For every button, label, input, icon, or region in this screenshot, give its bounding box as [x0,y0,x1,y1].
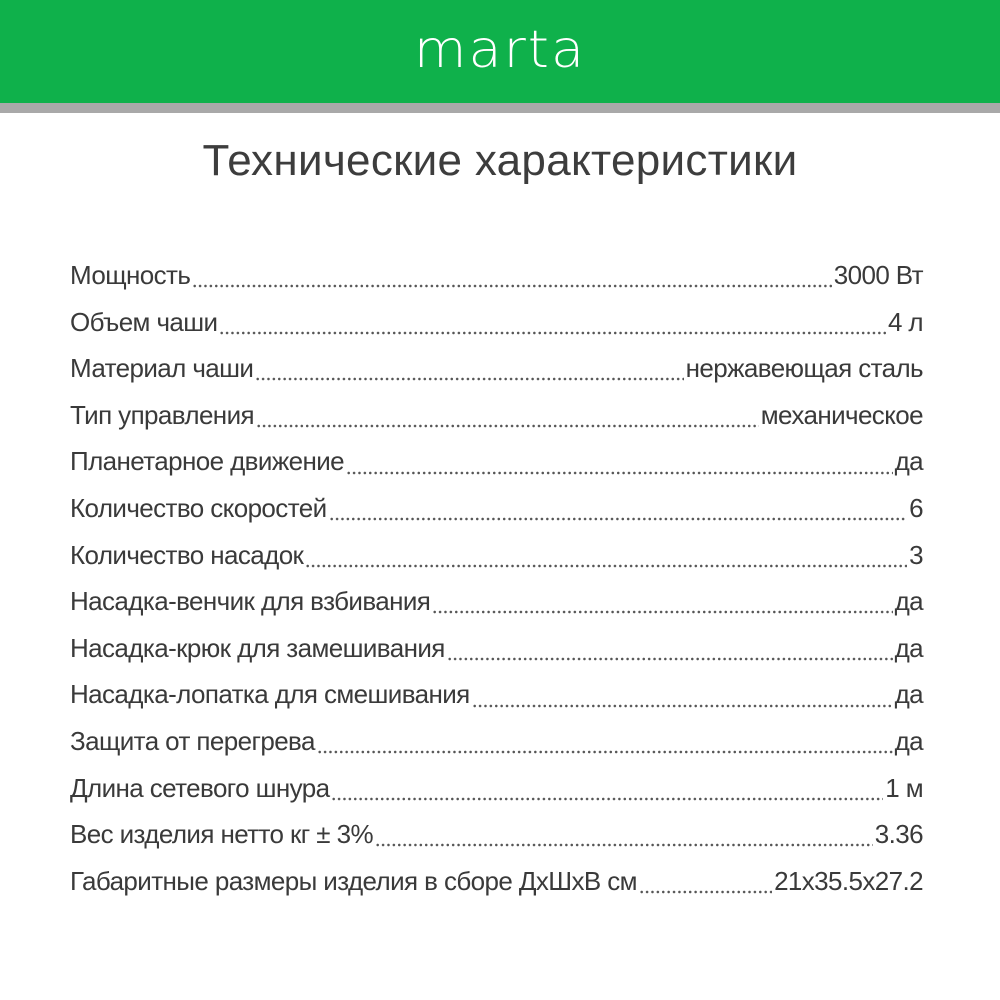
spec-label: Объем чаши [70,306,218,337]
spec-label: Материал чаши [70,353,254,384]
spec-row-bowl-volume [70,299,923,346]
spec-label: Защита от перегрева [70,725,315,756]
spec-value: 6 [909,492,923,523]
spec-row-net-weight [70,811,923,858]
spec-label: Насадка-венчик для взбивания [70,586,431,617]
spec-row-hook-attachment [70,625,923,672]
spec-row-dimensions [70,858,923,905]
spec-label: Длина сетевого шнура [70,772,330,803]
spec-label: Количество насадок [70,539,304,570]
spec-row-cord-length [70,765,923,812]
spec-row-overheat-protection [70,718,923,765]
dot-leader [305,564,907,568]
dot-leader [375,843,873,847]
spec-value: механическое [760,399,923,430]
page-title: Технические характеристики [202,136,798,185]
spec-row-bowl-material [70,345,923,392]
spec-label: Тип управления [70,399,254,430]
spec-row-paddle-attachment [70,671,923,718]
dot-leader [331,797,883,801]
spec-row-whisk-attachment [70,578,923,625]
spec-value: да [894,725,923,756]
dot-leader [192,284,831,288]
spec-value: 4 л [887,306,923,337]
dot-leader [329,517,908,521]
spec-label: Мощность [70,260,191,290]
spec-row-speed-count [70,485,923,532]
dot-leader [219,331,885,335]
dot-leader [256,424,759,428]
spec-value: 21x35.5x27.2 [774,865,923,896]
spec-value: 3000 Вт [833,260,923,290]
spec-value: да [894,446,923,477]
spec-label: Вес изделия нетто кг ± 3% [70,819,373,850]
spec-label: Насадка-лопатка для смешивания [70,679,470,710]
spec-value: 3.36 [874,819,923,850]
brand-logo-text: marta [413,19,587,79]
brand-logo [0,0,1000,103]
spec-value: да [894,679,923,710]
dot-leader [447,657,893,661]
dot-leader [317,750,893,754]
spec-label: Габаритные размеры изделия в сборе ДхШхВ см [70,865,637,896]
specs-list [70,252,923,904]
spec-label: Планетарное движение [70,446,345,477]
dot-leader [255,377,683,381]
spec-row-control-type [70,392,923,439]
dot-leader [472,704,893,708]
spec-label: Насадка-крюк для замешивания [70,632,445,663]
spec-value: да [894,632,923,663]
spec-value: да [894,586,923,617]
spec-value: нержавеющая сталь [685,353,923,384]
spec-row-attachment-count [70,532,923,579]
spec-value: 3 [909,539,923,570]
spec-row-power [70,252,923,299]
spec-label: Количество скоростей [70,492,327,523]
header-divider-stripe [0,103,1000,113]
dot-leader [639,890,772,894]
spec-value: 1 м [885,772,923,803]
dot-leader [432,610,892,614]
dot-leader [346,471,893,475]
spec-row-planetary-motion [70,438,923,485]
